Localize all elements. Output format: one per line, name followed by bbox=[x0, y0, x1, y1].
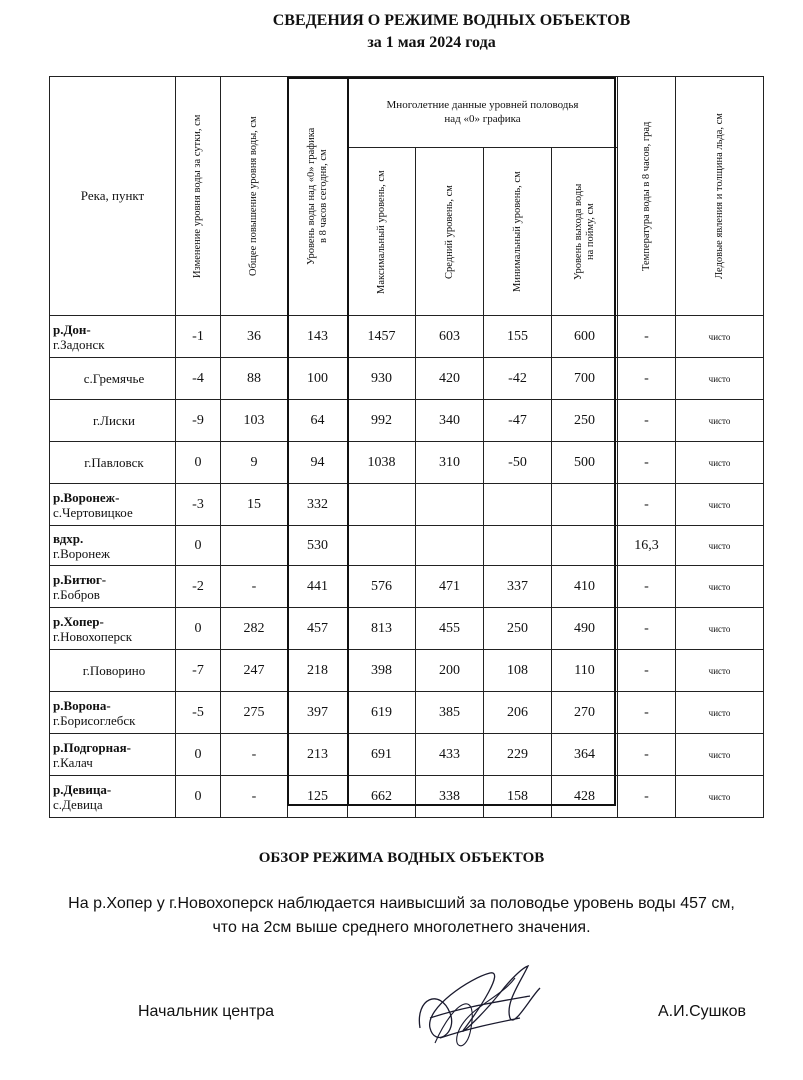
temp-cell: - bbox=[618, 692, 676, 734]
point-name: г.Калач bbox=[53, 754, 93, 770]
avg-cell: 338 bbox=[416, 776, 484, 818]
max-cell: 1457 bbox=[348, 316, 416, 358]
table-row bbox=[50, 608, 764, 650]
max-cell: 992 bbox=[348, 400, 416, 442]
ice-cell: чисто bbox=[676, 316, 764, 358]
avg-cell: 603 bbox=[416, 316, 484, 358]
table-row bbox=[50, 400, 764, 442]
min-cell: 337 bbox=[484, 566, 552, 608]
ice-cell: чисто bbox=[676, 608, 764, 650]
level-cell: 94 bbox=[288, 442, 348, 484]
ice-cell: чисто bbox=[676, 734, 764, 776]
river-name: р.Воронеж- bbox=[53, 489, 120, 505]
table-row bbox=[50, 484, 764, 526]
table-row bbox=[50, 566, 764, 608]
review-title: ОБЗОР РЕЖИМА ВОДНЫХ ОБЪЕКТОВ bbox=[258, 850, 545, 866]
review-line-1: На р.Хопер у г.Новохоперск наблюдается наивысший за половодье уровень воды 457 см, bbox=[68, 895, 735, 912]
flood-cell: 364 bbox=[552, 734, 618, 776]
total_rise-cell: - bbox=[221, 776, 288, 818]
header-temperature: Температура воды в 8 часов, град bbox=[618, 77, 676, 316]
min-cell: 229 bbox=[484, 734, 552, 776]
total_rise-cell bbox=[221, 526, 288, 566]
temp-cell: - bbox=[618, 316, 676, 358]
river-name: р.Девица- bbox=[53, 781, 112, 797]
river-name: р.Дон- bbox=[53, 321, 91, 337]
avg-cell: 471 bbox=[416, 566, 484, 608]
max-cell: 813 bbox=[348, 608, 416, 650]
total_rise-cell: 15 bbox=[221, 484, 288, 526]
change-cell: -1 bbox=[176, 316, 221, 358]
ice-cell: чисто bbox=[676, 650, 764, 692]
flood-cell: 270 bbox=[552, 692, 618, 734]
temp-cell: - bbox=[618, 400, 676, 442]
change-cell: -2 bbox=[176, 566, 221, 608]
ice-cell: чисто bbox=[676, 358, 764, 400]
change-cell: -9 bbox=[176, 400, 221, 442]
flood-cell: 110 bbox=[552, 650, 618, 692]
river-name: вдхр. bbox=[53, 530, 84, 546]
table-row bbox=[50, 316, 764, 358]
river-point-cell bbox=[50, 566, 176, 608]
temp-cell: - bbox=[618, 442, 676, 484]
avg-cell: 433 bbox=[416, 734, 484, 776]
flood-cell bbox=[552, 484, 618, 526]
point-name: г.Лиски bbox=[93, 413, 135, 428]
flood-cell: 410 bbox=[552, 566, 618, 608]
temp-cell: - bbox=[618, 358, 676, 400]
change-cell: 0 bbox=[176, 776, 221, 818]
min-cell: -47 bbox=[484, 400, 552, 442]
flood-cell: 250 bbox=[552, 400, 618, 442]
level-cell: 530 bbox=[288, 526, 348, 566]
header-min-level: Минимальный уровень, см bbox=[484, 148, 552, 316]
max-cell: 398 bbox=[348, 650, 416, 692]
min-cell: -42 bbox=[484, 358, 552, 400]
river-point-cell bbox=[50, 692, 176, 734]
river-point-cell bbox=[50, 484, 176, 526]
avg-cell: 420 bbox=[416, 358, 484, 400]
table-row bbox=[50, 734, 764, 776]
temp-cell: - bbox=[618, 566, 676, 608]
change-cell: 0 bbox=[176, 734, 221, 776]
flood-cell: 500 bbox=[552, 442, 618, 484]
total_rise-cell: 275 bbox=[221, 692, 288, 734]
avg-cell: 340 bbox=[416, 400, 484, 442]
level-cell: 457 bbox=[288, 608, 348, 650]
min-cell bbox=[484, 484, 552, 526]
river-point-cell bbox=[50, 358, 176, 400]
table-row bbox=[50, 650, 764, 692]
total_rise-cell: - bbox=[221, 566, 288, 608]
handwritten-signature bbox=[410, 958, 550, 1058]
temp-cell: - bbox=[618, 734, 676, 776]
header-avg-level: Средний уровень, см bbox=[416, 148, 484, 316]
level-cell: 64 bbox=[288, 400, 348, 442]
change-cell: -3 bbox=[176, 484, 221, 526]
level-cell: 143 bbox=[288, 316, 348, 358]
point-name: г.Новохоперск bbox=[53, 628, 133, 644]
flood-cell: 700 bbox=[552, 358, 618, 400]
point-name: с.Чертовицкое bbox=[53, 504, 133, 520]
river-name: р.Ворона- bbox=[53, 697, 111, 713]
point-name: с.Девица bbox=[53, 796, 103, 812]
avg-cell: 385 bbox=[416, 692, 484, 734]
river-name: р.Битюг- bbox=[53, 571, 107, 587]
min-cell: 158 bbox=[484, 776, 552, 818]
max-cell: 691 bbox=[348, 734, 416, 776]
max-cell: 930 bbox=[348, 358, 416, 400]
total_rise-cell: 36 bbox=[221, 316, 288, 358]
min-cell: 206 bbox=[484, 692, 552, 734]
point-name: г.Задонск bbox=[53, 336, 105, 352]
ice-cell: чисто bbox=[676, 776, 764, 818]
min-cell: -50 bbox=[484, 442, 552, 484]
point-name: г.Бобров bbox=[53, 586, 100, 602]
table-row bbox=[50, 776, 764, 818]
point-name: г.Павловск bbox=[84, 455, 144, 470]
max-cell: 662 bbox=[348, 776, 416, 818]
header-floodplain-level: Уровень выхода воды на пойму, см bbox=[552, 148, 618, 316]
max-cell bbox=[348, 484, 416, 526]
river-point-cell bbox=[50, 608, 176, 650]
water-regime-table bbox=[49, 76, 764, 818]
ice-cell: чисто bbox=[676, 484, 764, 526]
header-river-point: Река, пункт bbox=[50, 77, 176, 316]
point-name: г.Борисоглебск bbox=[53, 712, 136, 728]
flood-cell: 600 bbox=[552, 316, 618, 358]
river-point-cell bbox=[50, 400, 176, 442]
table-row bbox=[50, 442, 764, 484]
temp-cell: - bbox=[618, 484, 676, 526]
ice-cell: чисто bbox=[676, 442, 764, 484]
change-cell: -4 bbox=[176, 358, 221, 400]
header-total-rise: Общее повышение уровня воды, см bbox=[221, 77, 288, 316]
avg-cell bbox=[416, 526, 484, 566]
total_rise-cell: 88 bbox=[221, 358, 288, 400]
point-name: с.Гремячье bbox=[83, 371, 145, 386]
change-cell: 0 bbox=[176, 608, 221, 650]
temp-cell: - bbox=[618, 608, 676, 650]
ice-cell: чисто bbox=[676, 400, 764, 442]
river-point-cell bbox=[50, 526, 176, 566]
level-cell: 397 bbox=[288, 692, 348, 734]
max-cell bbox=[348, 526, 416, 566]
ice-cell: чисто bbox=[676, 692, 764, 734]
total_rise-cell: 9 bbox=[221, 442, 288, 484]
temp-cell: 16,3 bbox=[618, 526, 676, 566]
river-point-cell bbox=[50, 442, 176, 484]
flood-cell: 428 bbox=[552, 776, 618, 818]
change-cell: -7 bbox=[176, 650, 221, 692]
review-line-2: что на 2см выше среднего многолетнего значения. bbox=[212, 919, 591, 936]
table-header-row bbox=[50, 77, 764, 148]
table-row bbox=[50, 358, 764, 400]
change-cell: 0 bbox=[176, 526, 221, 566]
header-multiyear: Многолетние данные уровней половодья над «0» графика bbox=[348, 77, 618, 148]
min-cell: 108 bbox=[484, 650, 552, 692]
point-name: г.Поворино bbox=[82, 663, 146, 678]
level-cell: 441 bbox=[288, 566, 348, 608]
avg-cell: 200 bbox=[416, 650, 484, 692]
river-name: р.Подгорная- bbox=[53, 739, 131, 755]
level-cell: 100 bbox=[288, 358, 348, 400]
change-cell: -5 bbox=[176, 692, 221, 734]
temp-cell: - bbox=[618, 776, 676, 818]
total_rise-cell: 247 bbox=[221, 650, 288, 692]
max-cell: 619 bbox=[348, 692, 416, 734]
avg-cell: 310 bbox=[416, 442, 484, 484]
signer-name: А.И.Сушков bbox=[658, 1003, 747, 1020]
river-point-cell bbox=[50, 776, 176, 818]
level-cell: 125 bbox=[288, 776, 348, 818]
table-row bbox=[50, 692, 764, 734]
flood-cell: 490 bbox=[552, 608, 618, 650]
flood-cell bbox=[552, 526, 618, 566]
avg-cell: 455 bbox=[416, 608, 484, 650]
ice-cell: чисто bbox=[676, 526, 764, 566]
table-row bbox=[50, 526, 764, 566]
change-cell: 0 bbox=[176, 442, 221, 484]
river-name: р.Хопер- bbox=[53, 613, 104, 629]
ice-cell: чисто bbox=[676, 566, 764, 608]
document-date: за 1 мая 2024 года bbox=[367, 34, 496, 51]
header-level-today: Уровень воды над «0» графика в 8 часов сегодня, см bbox=[288, 77, 348, 316]
review-text bbox=[0, 892, 803, 940]
temp-cell: - bbox=[618, 650, 676, 692]
header-change: Изменение уровня воды за сутки, см bbox=[176, 77, 221, 316]
level-cell: 213 bbox=[288, 734, 348, 776]
level-cell: 218 bbox=[288, 650, 348, 692]
total_rise-cell: 103 bbox=[221, 400, 288, 442]
min-cell: 250 bbox=[484, 608, 552, 650]
level-cell: 332 bbox=[288, 484, 348, 526]
avg-cell bbox=[416, 484, 484, 526]
header-ice: Ледовые явления и толщина льда, см bbox=[676, 77, 764, 316]
total_rise-cell: - bbox=[221, 734, 288, 776]
max-cell: 1038 bbox=[348, 442, 416, 484]
min-cell: 155 bbox=[484, 316, 552, 358]
river-point-cell bbox=[50, 734, 176, 776]
river-point-cell bbox=[50, 650, 176, 692]
river-point-cell bbox=[50, 316, 176, 358]
document-title: СВЕДЕНИЯ О РЕЖИМЕ ВОДНЫХ ОБЪЕКТОВ bbox=[272, 12, 631, 29]
point-name: г.Воронеж bbox=[53, 545, 110, 561]
signer-position: Начальник центра bbox=[138, 1003, 275, 1020]
max-cell: 576 bbox=[348, 566, 416, 608]
header-max-level: Максимальный уровень, см bbox=[348, 148, 416, 316]
total_rise-cell: 282 bbox=[221, 608, 288, 650]
min-cell bbox=[484, 526, 552, 566]
